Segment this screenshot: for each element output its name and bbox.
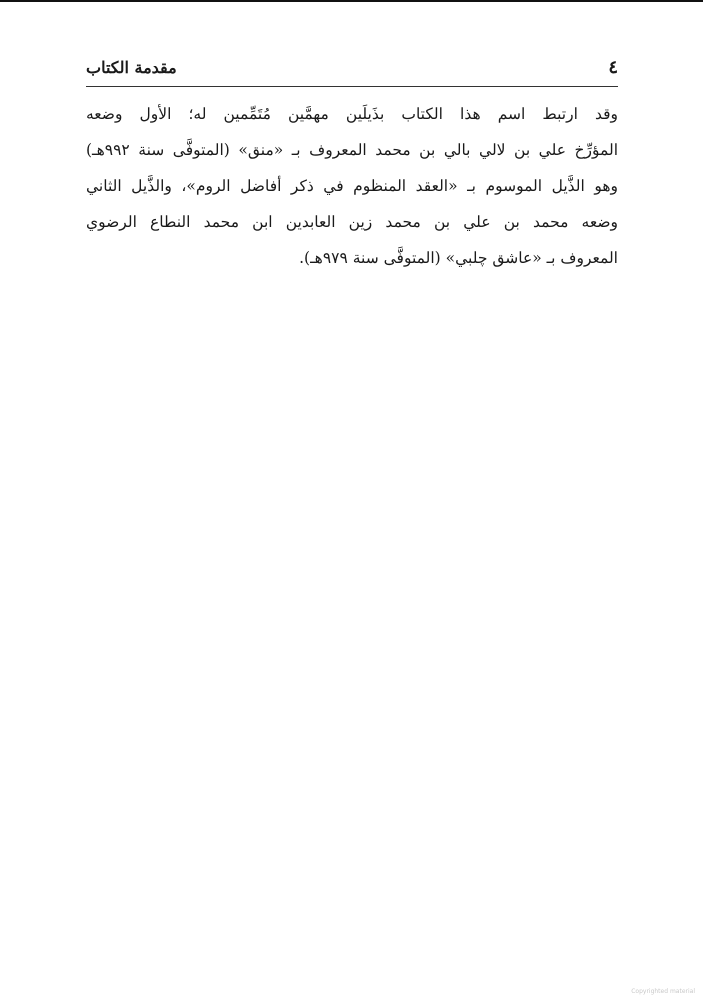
body-text: [86, 96, 618, 276]
page-number: ٤: [608, 57, 618, 78]
body-paragraph: [86, 96, 618, 276]
text-line-3: وهو الذَّيل الموسوم بـ «العقد المنظوم في ذكر أفاضل الروم»، والذَّيل الثاني: [86, 177, 618, 195]
text-line-4: وضعه محمد بن علي بن محمد زين العابدين ابن محمد النطاع الرضوي: [86, 213, 618, 231]
text-line-1: وقد ارتبط اسم هذا الكتاب بذَيلَين مهمَّين مُتَمِّمين له؛ الأول وضعه: [86, 105, 618, 123]
text-line-5: المعروف بـ «عاشق چلبي» (المتوفَّى سنة ٩٧٩هـ).: [299, 249, 618, 267]
section-title: مقدمة الكتاب: [86, 58, 177, 77]
page-top-border: [0, 0, 703, 2]
copyright-notice: Copyrighted material: [631, 988, 695, 995]
text-line-2: المؤرِّخ علي بن لالي بالي بن محمد المعروف بـ «منق» (المتوفَّى سنة ٩٩٢هـ): [86, 141, 618, 159]
running-head: [86, 56, 618, 82]
header-rule: [86, 86, 618, 87]
